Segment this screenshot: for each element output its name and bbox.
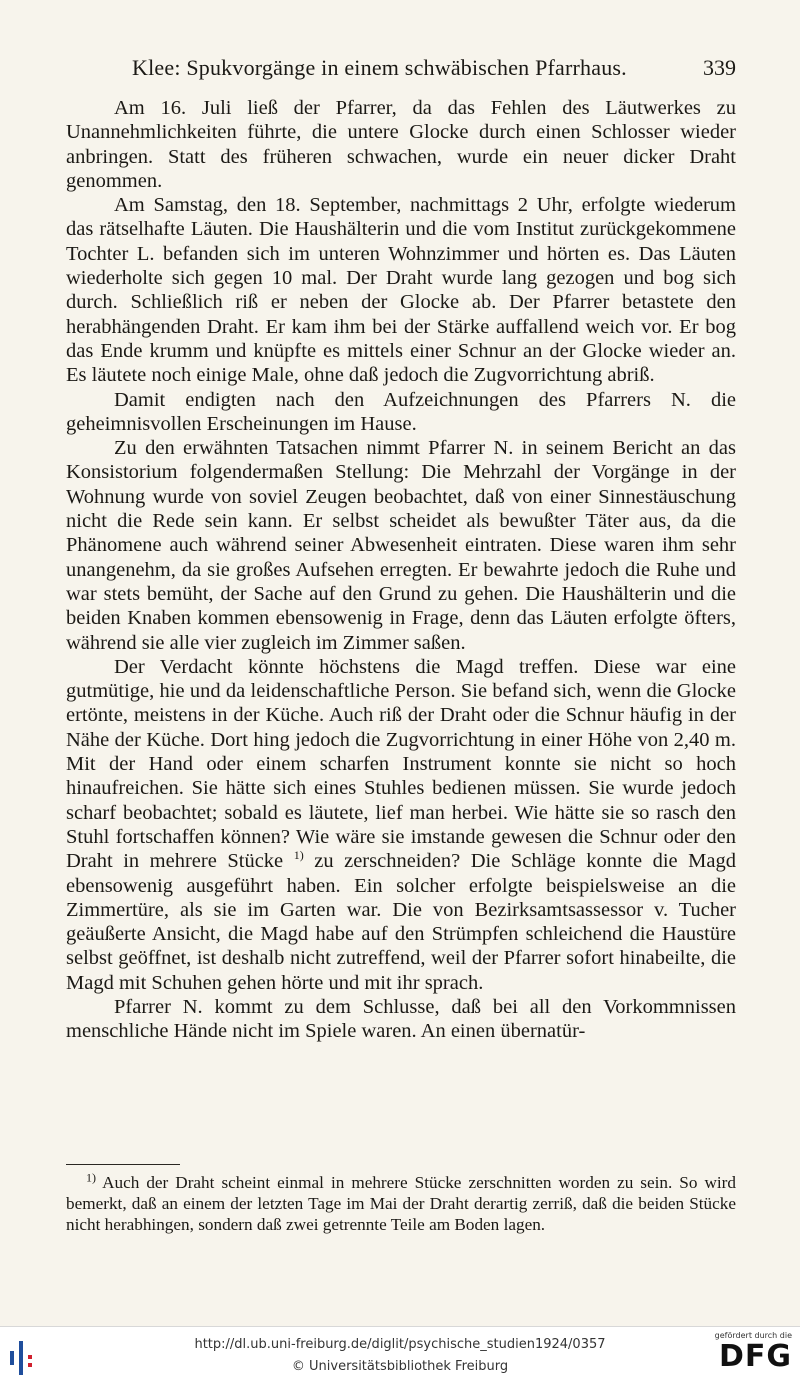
paragraph-1: Am 16. Juli ließ der Pfarrer, da das Fehlen des Läutwerkes zu Unannehmlichkeiten führte, die untere Glocke durch einen Schlosser wieder anbringen. Statt des früheren schwachen, wurde ein neuer dicker Draht genommen. <box>66 97 736 192</box>
paragraph-6: Pfarrer N. kommt zu dem Schlusse, daß bei all den Vorkommnissen menschliche Hände nicht im Spiele waren. An einen übernatür- <box>66 995 736 1043</box>
paragraph-3: Damit endigten nach den Aufzeichnungen des Pfarrers N. die geheimnisvollen Erscheinungen im Hause. <box>66 388 736 435</box>
running-title: Klee: Spukvorgänge in einem schwäbischen Pfarrhaus. <box>132 55 627 80</box>
paragraph-2: Am Samstag, den 18. September, nachmittags 2 Uhr, erfolgte wiederum das rätselhafte Läuten. Die Haushälterin und die vom Institut zurückgekommene Tochter L. befanden sich im unteren Wohnzimmer und hörten es. Das Läuten wiederholte sich gegen 10 mal. Der Draht wurde lang gezogen und bog sich durch. Schließlich riß er neben der Glocke ab. Der Pfarrer betastete den herabhängenden Draht. Er kam ihm bei der Stärke auffallend weich vor. Er bog das Ende krumm und knüpfte es mittels einer Schnur an der Glocke wieder an. Es läutete noch einige Male, ohne daß jedoch die Zugvorrichtung abriß. <box>66 194 736 387</box>
dfg-logo: DFG <box>718 1339 792 1374</box>
footnote-marker: 1) <box>86 1170 96 1185</box>
permalink-url[interactable]: http://dl.ub.uni-freiburg.de/diglit/psychische_studien1924/0357 <box>194 1337 606 1352</box>
dfg-badge <box>706 1331 792 1374</box>
paragraph-5-part-1: Der Verdacht könnte höchstens die Magd treffen. Diese war eine gutmütige, hie und da leidenschaftliche Person. Sie befand sich, wenn die Glocke ertönte, meistens in der Küche. Auch riß der Draht oder die Schnur häufig in der Nähe der Küche. Dort hing jedoch die Zugvorrichtung in einer Höhe von 2,40 m. Mit der Hand oder einem scharfen Instrument konnte sie nicht so hoch hinaufreichen. Sie hätte sich eines Stuhles bedienen müssen. Sie wurde jedoch scharf beobachtet; sobald es läutete, lief man herbei. Wie hätte sie so rasch den Stuhl fortschaffen können? Wie wäre sie imstande gewesen die Schnur oder den Draht in mehrere Stücke <box>66 655 736 873</box>
main-text <box>66 96 736 1044</box>
page-number: 339 <box>703 55 736 80</box>
viewer-footer <box>0 1326 800 1381</box>
paragraph-4: Zu den erwähnten Tatsachen nimmt Pfarrer N. in seinem Bericht an das Konsistorium folgendermaßen Stellung: Die Mehrzahl der Vorgänge in der Wohnung wurde von soviel Zeugen beobachtet, daß von einer Sinnestäuschung nicht die Rede sein kann. Er selbst scheidet als bewußter Täter aus, da die Phänomene auch während seiner Abwesenheit eintraten. Diese waren ihm sehr unangenehm, da sie großes Aufsehen erregten. Er bewahrte jedoch die Ruhe und war stets bemüht, der Sache auf den Grund zu gehen. Die Haushälterin und die beiden Knaben kommen ebensowenig in Frage, denn das Läuten erfolgte öfters, während sie alle vier zugleich im Zimmer saßen. <box>66 437 736 654</box>
footnotes <box>66 1172 736 1235</box>
footnote-text: Auch der Draht scheint einmal in mehrere Stücke zerschnitten worden zu sein. So wird bemerkt, daß an einem der letzten Tage im Mai der Draht derartig zerriß, daß die beiden Stücke nicht herabhingen, sondern daß zwei getrennte Teile am Boden lagen. <box>66 1173 736 1234</box>
footnote-1 <box>66 1172 736 1235</box>
copyright-notice: © Universitätsbibliothek Freiburg <box>291 1359 509 1374</box>
dfg-caption: gefördert durch die <box>714 1331 792 1340</box>
page-header <box>66 55 736 85</box>
footnote-reference: 1) <box>293 848 304 863</box>
paragraph-5 <box>66 655 736 995</box>
footnote-divider <box>66 1164 180 1165</box>
paragraph-5-part-2: zu zerschneiden? Die Schläge konnte die Magd ebensowenig ausgeführt haben. Ein solcher erfolgte beispielsweise an die Zimmertüre, als sie im Garten war. Die von Bezirksamtsassessor v. Tucher geäußerte Ansicht, die Magd habe auf den Strümpfen schleichend die Haustüre selbst geöffnet, ist deshalb nicht zutreffend, weil der Pfarrer sofort hinabeilte, die Magd mit Schuhen gehen hörte und mit ihr sprach. <box>66 850 736 994</box>
